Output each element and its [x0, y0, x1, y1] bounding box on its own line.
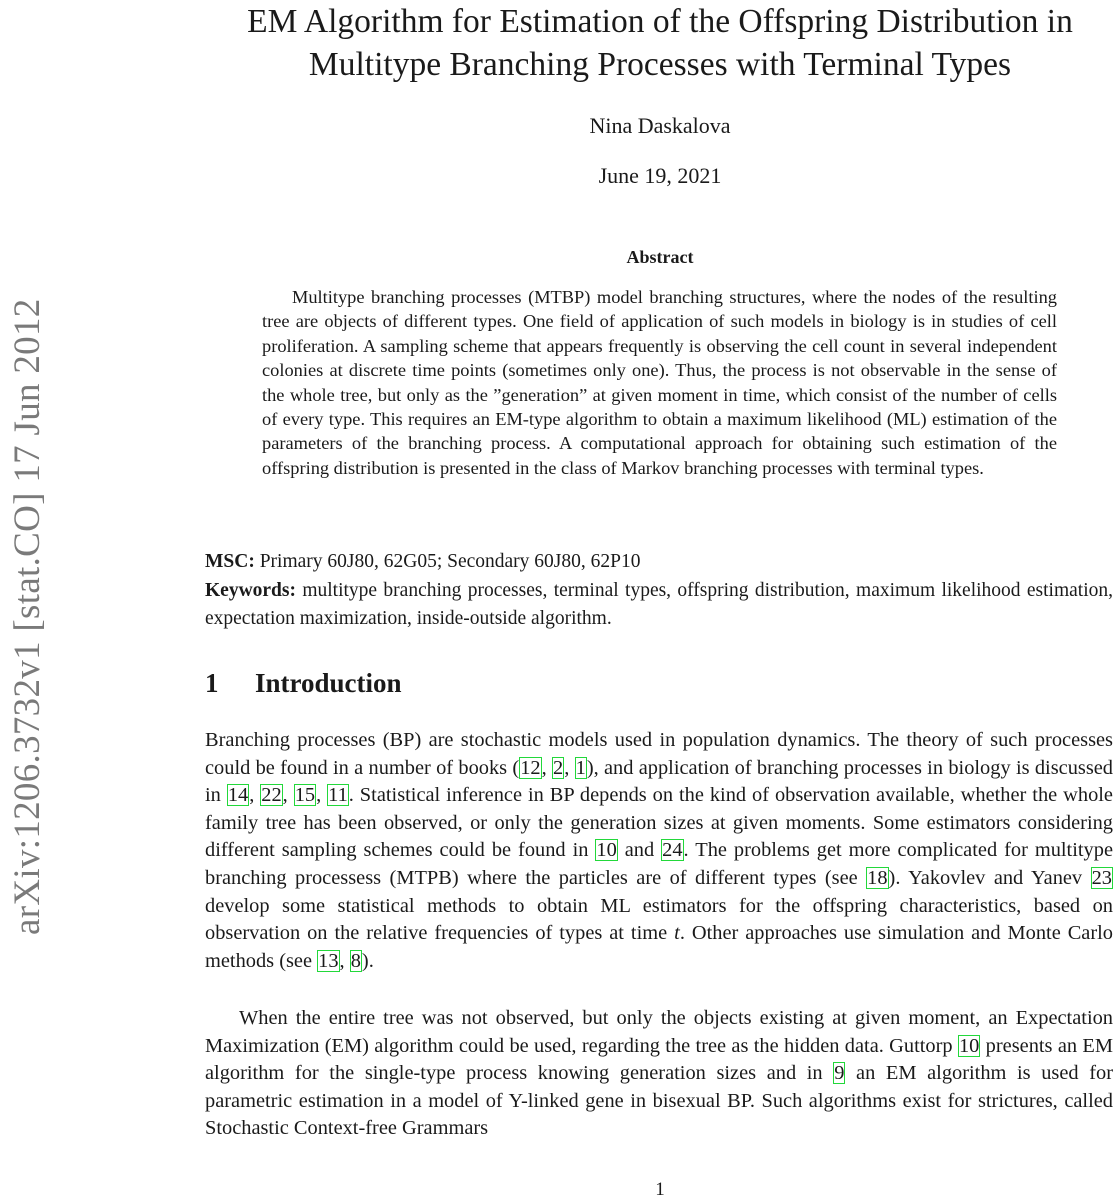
title-line-1: EM Algorithm for Estimation of the Offspring Distribution in [247, 3, 1073, 40]
citation-link[interactable]: 15 [294, 784, 316, 807]
section-number: 1 [205, 668, 219, 698]
text-run: . Other approaches use simulation and Monte Carlo methods (see [205, 922, 1113, 972]
keywords-text: multitype branching processes, terminal types, offspring distribution, maximum likelihood estimation, expectation maximization, inside-outside algorithm. [205, 580, 1113, 629]
text-run: ), and application of branching processes in biology is discussed in [205, 756, 1114, 807]
text-run: and [617, 839, 662, 862]
citation-link[interactable]: 23 [1091, 866, 1112, 889]
citation-link[interactable]: 10 [958, 1034, 980, 1057]
section-heading-introduction [205, 668, 402, 699]
text-run: an EM algorithm is used for parametric estimation in a model of Y-linked gene in bisexual BP. Such algorithms exist for strictures, called Stochastic Context-free Grammars [205, 1062, 1113, 1140]
msc-line [205, 548, 1113, 576]
text-run: develop some statistical methods to obtain ML estimators for the offspring characteristics, based on observation on the relative frequencies of types at time [205, 894, 1113, 945]
text-run: ). [361, 949, 374, 972]
author-name: Nina Daskalova [589, 113, 731, 138]
abstract-text: Multitype branching processes (MTBP) model branching structures, where the nodes of the resulting tree are objects of different types. One field of application of such models in biology is in studies of cell proliferation. A sampling scheme that appears frequently is observing the cell count in several independent colonies at discrete time points (sometimes only one). Thus, the process is not observable in the sense of the whole tree, but only as the ”generation” at given moment in time, which consist of the number of cells of every type. This requires an EM-type algorithm to obtain a maximum likelihood (ML) estimation of the parameters of the branching process. A computational approach for obtaining such estimation of the offspring distribution is presented in the class of Markov branching processes with terminal types. [262, 287, 1057, 478]
text-run: ). Yakovlev and Yanev [888, 866, 1091, 889]
text-run: , [564, 756, 575, 779]
text-run: , [249, 784, 261, 807]
citation-link[interactable]: 2 [553, 756, 564, 779]
page-number: 1 [655, 1179, 665, 1200]
citation-link[interactable]: 9 [834, 1062, 845, 1085]
arxiv-stamp: arXiv:1206.3732v1 [stat.CO] 17 Jun 2012 [7, 298, 48, 935]
citation-link[interactable]: 22 [261, 784, 282, 807]
citation-link[interactable]: 1 [575, 756, 586, 779]
citation-link[interactable]: 13 [318, 949, 339, 972]
math-variable: t [674, 922, 680, 945]
text-run: presents an EM algorithm for the single-type process knowing generation sizes and in [205, 1034, 1113, 1085]
citation-link[interactable]: 11 [328, 784, 348, 807]
text-run: . Statistical inference in BP depends on the kind of observation available, whether the whole family tree has been observed, or only the generation sizes at given moments. Some estimators considering different sampling schemes could be found in [205, 784, 1113, 862]
section-title: Introduction [255, 668, 402, 698]
paper-date: June 19, 2021 [598, 163, 722, 188]
text-run: , [541, 756, 552, 779]
msc-label: MSC: [205, 551, 255, 572]
text-run: , [316, 784, 328, 807]
keywords-block [205, 577, 1113, 633]
title-line-2: Multitype Branching Processes with Terminal Types [308, 46, 1012, 83]
msc-text: Primary 60J80, 62G05; Secondary 60J80, 62P10 [254, 551, 641, 572]
text-run: Branching processes (BP) are stochastic models used in population dynamics. The theory of such processes could be found in a number of books ( [205, 729, 1113, 779]
text-run: . The problems get more complicated for multitype branching processess (MTPB) where the particles are of different types (see [205, 839, 1113, 889]
intro-paragraph-1 [205, 727, 1113, 975]
citation-link[interactable]: 8 [350, 949, 361, 972]
citation-link[interactable]: 24 [662, 839, 683, 862]
abstract-heading: Abstract [626, 247, 694, 267]
text-run: , [339, 949, 350, 972]
paper-title [205, 0, 1114, 86]
text-run: When the entire tree was not observed, but only the objects existing at given moment, an Expectation Maximization (EM) algorithm could be used, regarding the tree as the hidden data. Guttorp [205, 1007, 1113, 1057]
citation-link[interactable]: 10 [596, 839, 617, 862]
citation-link[interactable]: 18 [867, 866, 888, 889]
intro-paragraph-2 [205, 1005, 1113, 1143]
citation-link[interactable]: 14 [227, 784, 249, 807]
keywords-label: Keywords: [205, 580, 296, 601]
citation-link[interactable]: 12 [520, 756, 541, 779]
text-run: , [282, 784, 294, 807]
